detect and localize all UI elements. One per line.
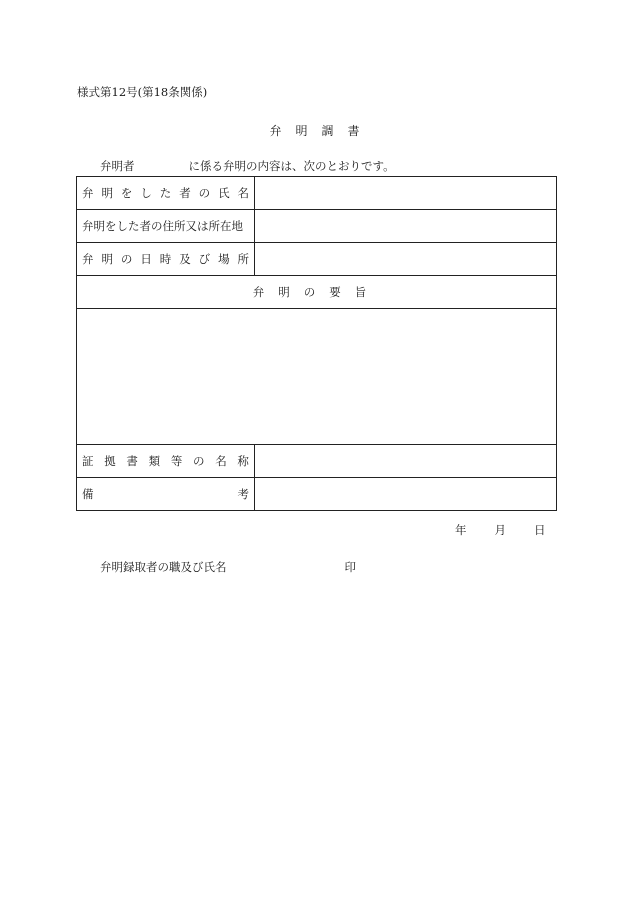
table-row: [77, 276, 557, 309]
label-cell: [77, 177, 255, 210]
address-value-cell[interactable]: [255, 210, 557, 243]
intro-line: [100, 158, 395, 174]
label-cell: [77, 478, 255, 511]
remarks-value-cell[interactable]: [255, 478, 557, 511]
summary-label: 弁明の要旨: [252, 285, 381, 299]
table-row: [77, 309, 557, 445]
recorder-label: 弁明録取者の職及び氏名: [100, 560, 227, 574]
datetime-value-cell[interactable]: [255, 243, 557, 276]
name-value-cell[interactable]: [255, 177, 557, 210]
evidence-label: 証 拠 書 類 等 の 名 称: [82, 454, 249, 468]
date-month: 月: [494, 523, 506, 537]
table-row: [77, 210, 557, 243]
date-year: 年: [455, 523, 467, 537]
form-table: [76, 176, 557, 511]
evidence-value-cell[interactable]: [255, 445, 557, 478]
datetime-label: 弁 明 の 日 時 及 び 場 所: [82, 252, 249, 266]
intro-suffix: に係る弁明の内容は、次のとおりです。: [188, 159, 395, 173]
label-cell: [77, 210, 255, 243]
seal-mark: 印: [344, 560, 356, 574]
summary-content-cell[interactable]: [77, 309, 557, 445]
date-line: [455, 522, 546, 538]
name-label: 弁 明 を し た 者 の 氏 名: [82, 186, 249, 200]
remarks-label: [82, 486, 249, 502]
table-row: [77, 243, 557, 276]
remarks-label-right: 考: [237, 487, 249, 501]
label-cell: [77, 445, 255, 478]
form-number: 様式第12号(第18条関係): [77, 85, 208, 99]
document-title: [0, 122, 630, 139]
address-label: 弁明をした者の住所又は所在地: [82, 219, 243, 233]
title-text: 弁 明 調 書: [269, 124, 361, 138]
summary-header-cell: [77, 276, 557, 309]
date-day: 日: [534, 523, 546, 537]
table-row: [77, 177, 557, 210]
table-row: [77, 478, 557, 511]
table-row: [77, 445, 557, 478]
remarks-label-left: 備: [82, 487, 94, 501]
label-cell: [77, 243, 255, 276]
recorder-line: [100, 559, 356, 575]
intro-prefix: 弁明者: [100, 159, 135, 173]
